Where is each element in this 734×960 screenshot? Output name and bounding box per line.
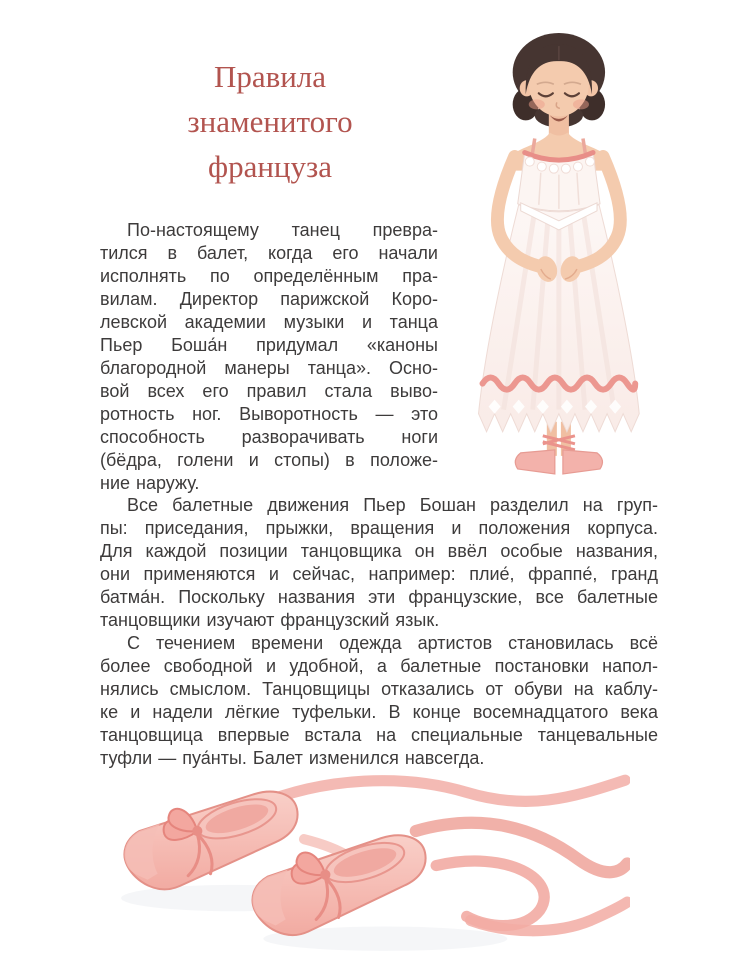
- text-line: вой всех его правил стала выво-: [100, 381, 438, 401]
- text-line: нялись смыслом. Танцовщицы отказались от обуви на каблу-: [100, 679, 658, 699]
- paragraph-1: [100, 219, 438, 495]
- text-line: С течением времени одежда артистов становилась всё: [127, 633, 658, 653]
- text-line: Для каждой позиции танцовщика он ввёл особые названия,: [100, 541, 658, 561]
- pointe-shoes-illustration: [100, 768, 630, 956]
- blush-left: [529, 99, 545, 109]
- text-line: тился в балет, когда его начали: [100, 243, 438, 263]
- blush-right: [573, 99, 589, 109]
- text-line: ние наружу.: [100, 473, 200, 493]
- pointe-shoe-right: [563, 450, 603, 474]
- text-line: ке и надели лёгкие туфельки. В конце восемнадцатого века: [100, 702, 658, 722]
- text-line: способность разворачивать ноги: [100, 427, 438, 447]
- text-line: танцовщица впервые встала на специальные танцевальные: [100, 725, 658, 745]
- pointe-shoe-left: [515, 450, 555, 474]
- title-line: француза: [207, 149, 333, 184]
- text-line: более свободной и удобной, а балетные постановки напол-: [100, 656, 658, 676]
- title-line: Правила: [213, 59, 327, 94]
- text-line: По-настоящему танец превра-: [127, 220, 438, 240]
- text-line: ротность ног. Выворотность — это: [100, 404, 438, 424]
- ballerina-illustration: [448, 20, 730, 482]
- paragraph-3: [100, 632, 658, 770]
- text-line: танцовщики изучают французский язык.: [100, 610, 440, 630]
- title-line: знаменитого: [187, 104, 353, 139]
- text-line: (бёдра, голени и стопы) в положе-: [100, 450, 438, 470]
- text-line: Пьер Боша́н придумал «каноны: [100, 335, 438, 355]
- text-line: левской академии музыки и танца: [100, 312, 438, 332]
- text-line: батма́н. Поскольку названия эти французские, все балетные: [100, 587, 658, 607]
- text-line: благородной манеры танца». Осно-: [100, 358, 438, 378]
- text-line: вилам. Директор парижской Коро-: [100, 289, 438, 309]
- text-line: туфли — пуа́нты. Балет изменился навсегда.: [100, 748, 485, 768]
- text-line: Все балетные движения Пьер Бошан разделил на груп-: [127, 495, 658, 515]
- text-line: они применяются и сейчас, например: плие́, фраппе́, гранд: [100, 564, 658, 584]
- text-line: исполнять по определённым пра-: [100, 266, 438, 286]
- page-title: [100, 54, 440, 189]
- paragraph-2: [100, 494, 658, 632]
- text-line: пы: приседания, прыжки, вращения и положения корпуса.: [100, 518, 658, 538]
